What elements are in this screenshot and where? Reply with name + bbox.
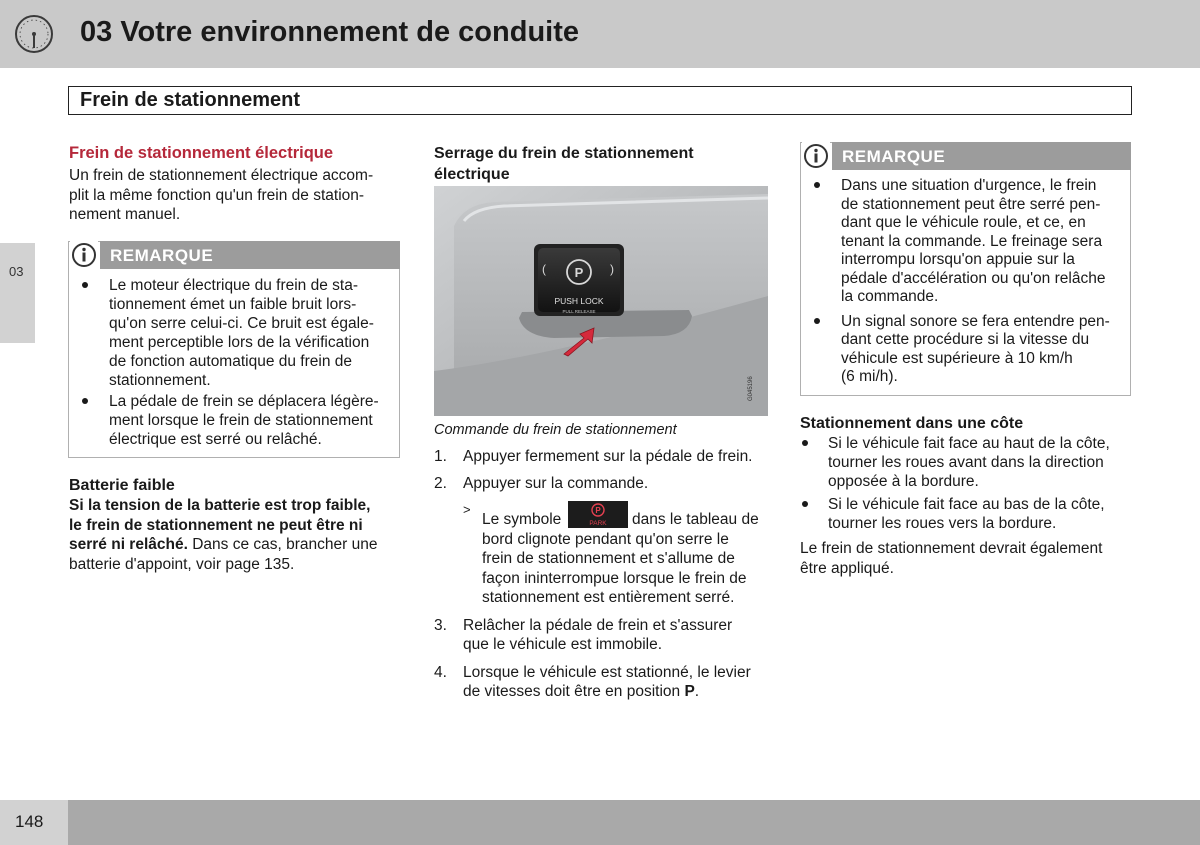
note3-bullet-2-line-1: Un signal sonore se fera entendre pen-: [841, 313, 1110, 330]
step-4-number: 4.: [434, 664, 447, 681]
apply-brake-heading-line-1: Serrage du frein de stationnement: [434, 145, 694, 162]
note-bullet-2-line-3: électrique est serré ou relâché.: [109, 431, 322, 448]
note3-bullet-2-line-2: dant cette procédure si la vitesse du: [841, 331, 1090, 348]
intro-line-2: plit la même fonction qu'un frein de station-: [69, 187, 365, 204]
step-4-line-2-text: de vitesses doit être en position: [463, 683, 685, 700]
bullet-dot: [82, 282, 88, 288]
note3-bullet-1-line-4: tenant la commande. Le freinage sera: [841, 233, 1103, 250]
step-4-period: .: [694, 683, 700, 700]
info-icon: [802, 142, 830, 170]
svg-text:(: (: [542, 262, 546, 276]
note-bullet-1-line-3: qu'on serre celui-ci. Ce bruit est égale-: [109, 315, 374, 332]
result-marker: >: [463, 502, 471, 517]
bullet-dot: [802, 501, 808, 507]
note-bullet-1-line-4: ment perceptible lors de la vérification: [109, 334, 370, 351]
note3-bullet-1-line-1: Dans une situation d'urgence, le frein: [841, 177, 1097, 194]
step-3-line-2: que le véhicule est immobile.: [463, 636, 663, 653]
note3-bullet-1-line-6: pédale d'accélération ou qu'on relâche: [841, 270, 1106, 287]
slope-bullet-2-line-2: tourner les roues vers la bordure.: [828, 515, 1057, 532]
svg-text:P: P: [574, 265, 584, 280]
slope-bullet-1-line-1: Si le véhicule fait face au haut de la côte,: [828, 435, 1110, 452]
chapter-side-tab-label: 03: [9, 264, 24, 279]
battery-line-3: [69, 535, 377, 555]
closing-line-1: Le frein de stationnement devrait également: [800, 540, 1103, 557]
battery-bold-line-2: le frein de stationnement ne peut être ni: [69, 517, 363, 534]
svg-text:): ): [610, 262, 614, 276]
result-before-icon: Le symbole: [482, 511, 562, 528]
step-3-line-1: Relâcher la pédale de frein et s'assurer: [463, 617, 733, 634]
step-4-position: P: [684, 683, 695, 700]
low-battery-heading: Batterie faible: [69, 477, 175, 494]
photo-caption: Commande du frein de stationnement: [434, 422, 677, 438]
step-4-line-1: Lorsque le véhicule est stationné, le levier: [463, 664, 751, 681]
step-4-line-2: [463, 682, 699, 702]
bullet-dot: [814, 318, 820, 324]
step-2-text: Appuyer sur la commande.: [463, 475, 649, 492]
note-bullet-1-line-5: de fonction automatique du frein de: [109, 353, 353, 370]
battery-line-4[interactable]: batterie d'appoint, voir page 135.: [69, 556, 295, 573]
pull-release-label: PULL RELEASE: [562, 309, 596, 314]
result-line-2: frein de stationnement et s'allume de: [482, 550, 735, 567]
result-after-icon: dans le tableau de: [632, 511, 759, 528]
bullet-dot: [814, 182, 820, 188]
note-bullet-1-line-1: Le moteur électrique du frein de sta-: [109, 277, 358, 294]
parking-brake-control-photo: [434, 186, 768, 416]
result-line-4: stationnement est entièrement serré.: [482, 589, 735, 606]
page-number: 148: [15, 812, 44, 831]
intro-line-3: nement manuel.: [69, 206, 181, 223]
slope-bullet-1-line-3: opposée à la bordure.: [828, 473, 979, 490]
note3-bullet-1-line-7: la commande.: [841, 288, 939, 305]
bullet-dot: [802, 440, 808, 446]
closing-line-2: être appliqué.: [800, 560, 894, 577]
info-icon: [70, 241, 98, 269]
note-bullet-1-line-6: stationnement.: [109, 372, 211, 389]
electric-parking-brake-heading: Frein de stationnement électrique: [69, 144, 334, 162]
svg-text:P: P: [595, 506, 601, 515]
battery-bold-line-1: Si la tension de la batterie est trop faible,: [69, 497, 371, 514]
step-2-number: 2.: [434, 475, 447, 492]
park-brake-warning-icon: [568, 501, 628, 528]
slope-bullet-2-line-1: Si le véhicule fait face au bas de la côte,: [828, 496, 1105, 513]
note3-bullet-2-line-3: véhicule est supérieure à 10 km/h: [841, 350, 1073, 367]
chapter-title: 03 Votre environnement de conduite: [80, 16, 580, 48]
note3-bullet-1-line-2: de stationnement peut être serré pen-: [841, 196, 1101, 213]
note3-bullet-2-line-4: (6 mi/h).: [841, 368, 898, 385]
push-lock-label: PUSH LOCK: [554, 296, 604, 306]
result-line-3: façon ininterrompue lorsque le frein de: [482, 570, 747, 587]
intro-line-1: Un frein de stationnement électrique accom-: [69, 167, 374, 184]
note3-bullet-1-line-5: interrompu lorsqu'on appuie sur la: [841, 251, 1075, 268]
image-ref-code: G045196: [748, 376, 754, 401]
note-bullet-1-line-2: tionnement émet un faible bruit lors-: [109, 296, 357, 313]
step-3-number: 3.: [434, 617, 447, 634]
note-bullet-2-line-1: La pédale de frein se déplacera légère-: [109, 393, 379, 410]
step-1-number: 1.: [434, 448, 447, 465]
footer-band: [0, 800, 1200, 845]
step-1-text: Appuyer fermement sur la pédale de frein.: [463, 448, 753, 465]
section-title: Frein de stationnement: [80, 89, 301, 111]
battery-bold-line-3: serré ni relâché.: [69, 536, 188, 553]
slope-parking-heading: Stationnement dans une côte: [800, 415, 1024, 432]
park-icon-text: PARK: [589, 520, 607, 527]
slope-bullet-1-line-2: tourner les roues avant dans la direction: [828, 454, 1104, 471]
note-title: REMARQUE: [842, 147, 946, 166]
gauge-icon: [0, 0, 68, 68]
apply-brake-heading-line-2: électrique: [434, 166, 510, 183]
chapter-side-tab: [0, 243, 35, 343]
note-title: REMARQUE: [110, 246, 214, 265]
note-bullet-2-line-2: ment lorsque le frein de stationnement: [109, 412, 373, 429]
bullet-dot: [82, 398, 88, 404]
battery-line-3-rest: Dans ce cas, brancher une: [187, 536, 378, 553]
result-line-1: bord clignote pendant qu'on serre le: [482, 531, 729, 548]
note3-bullet-1-line-3: dant que le véhicule roule, et ce, en: [841, 214, 1086, 231]
